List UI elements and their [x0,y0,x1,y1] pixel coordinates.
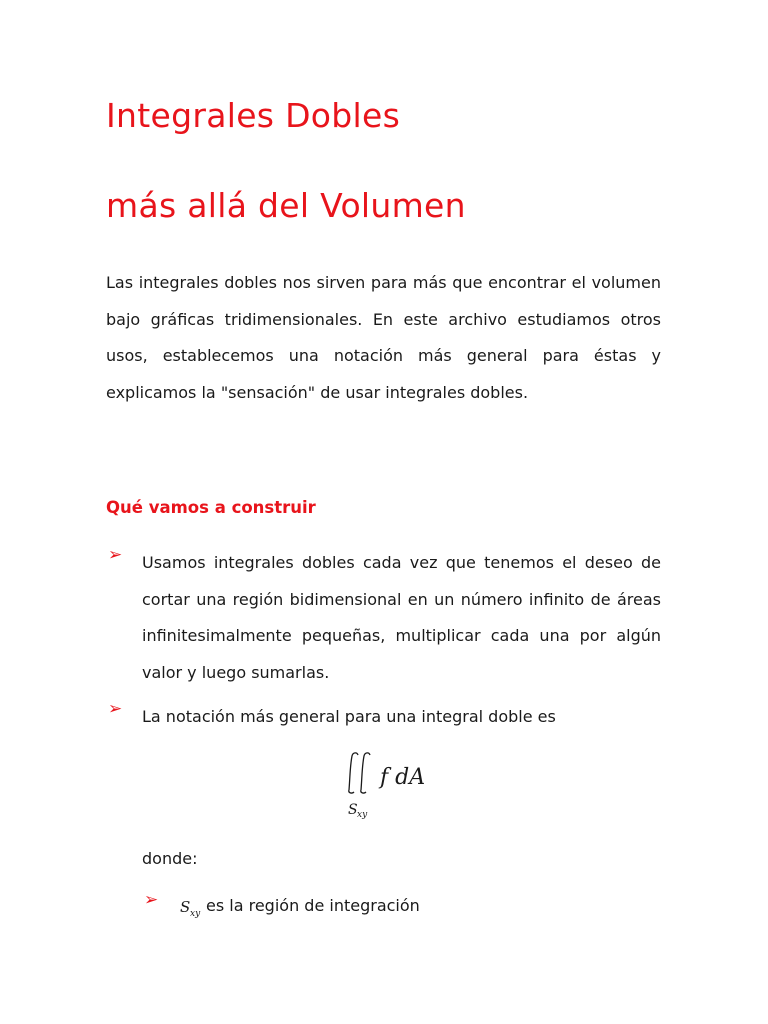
formula-region: S [348,802,358,818]
region-symbol [178,896,208,924]
double-integral-sign [349,753,370,793]
double-integral-formula [340,748,450,824]
region-symbol-letter: S [180,898,191,916]
donde-label: donde: [142,849,198,868]
bullet-item [108,545,661,691]
arrow-bullet-icon: ➢ [144,890,159,910]
sub-bullet-item [144,890,604,926]
arrow-bullet-icon: ➢ [108,545,123,565]
arrow-bullet-icon: ➢ [108,699,123,719]
bullet-item [108,699,661,736]
bullet-text: Usamos integrales dobles cada vez que tenemos el deseo de cortar una región bidimensional en un número infinito de áreas infinitesimalmente pequeñas, multiplicar cada una por algún valor y luego sumarlas. [142,553,661,682]
region-symbol-subscript: xy [190,909,201,919]
sub-bullet-text: es la región de integración [206,896,420,915]
bullet-text: La notación más general para una integral doble es [142,707,556,726]
formula-region-subscript: xy [357,810,368,820]
title-line-1: Integrales Dobles [106,96,401,135]
section-heading: Qué vamos a construir [106,498,316,517]
formula-integrand: f dA [380,765,426,790]
intro-paragraph: Las integrales dobles nos sirven para más que encontrar el volumen bajo gráficas tridimensionales. En este archivo estudiamos otros usos, establecemos una notación más general para éstas y explicamos la "sensación" de usar integrales dobles. [106,273,661,402]
title-line-2: más allá del Volumen [106,186,466,225]
